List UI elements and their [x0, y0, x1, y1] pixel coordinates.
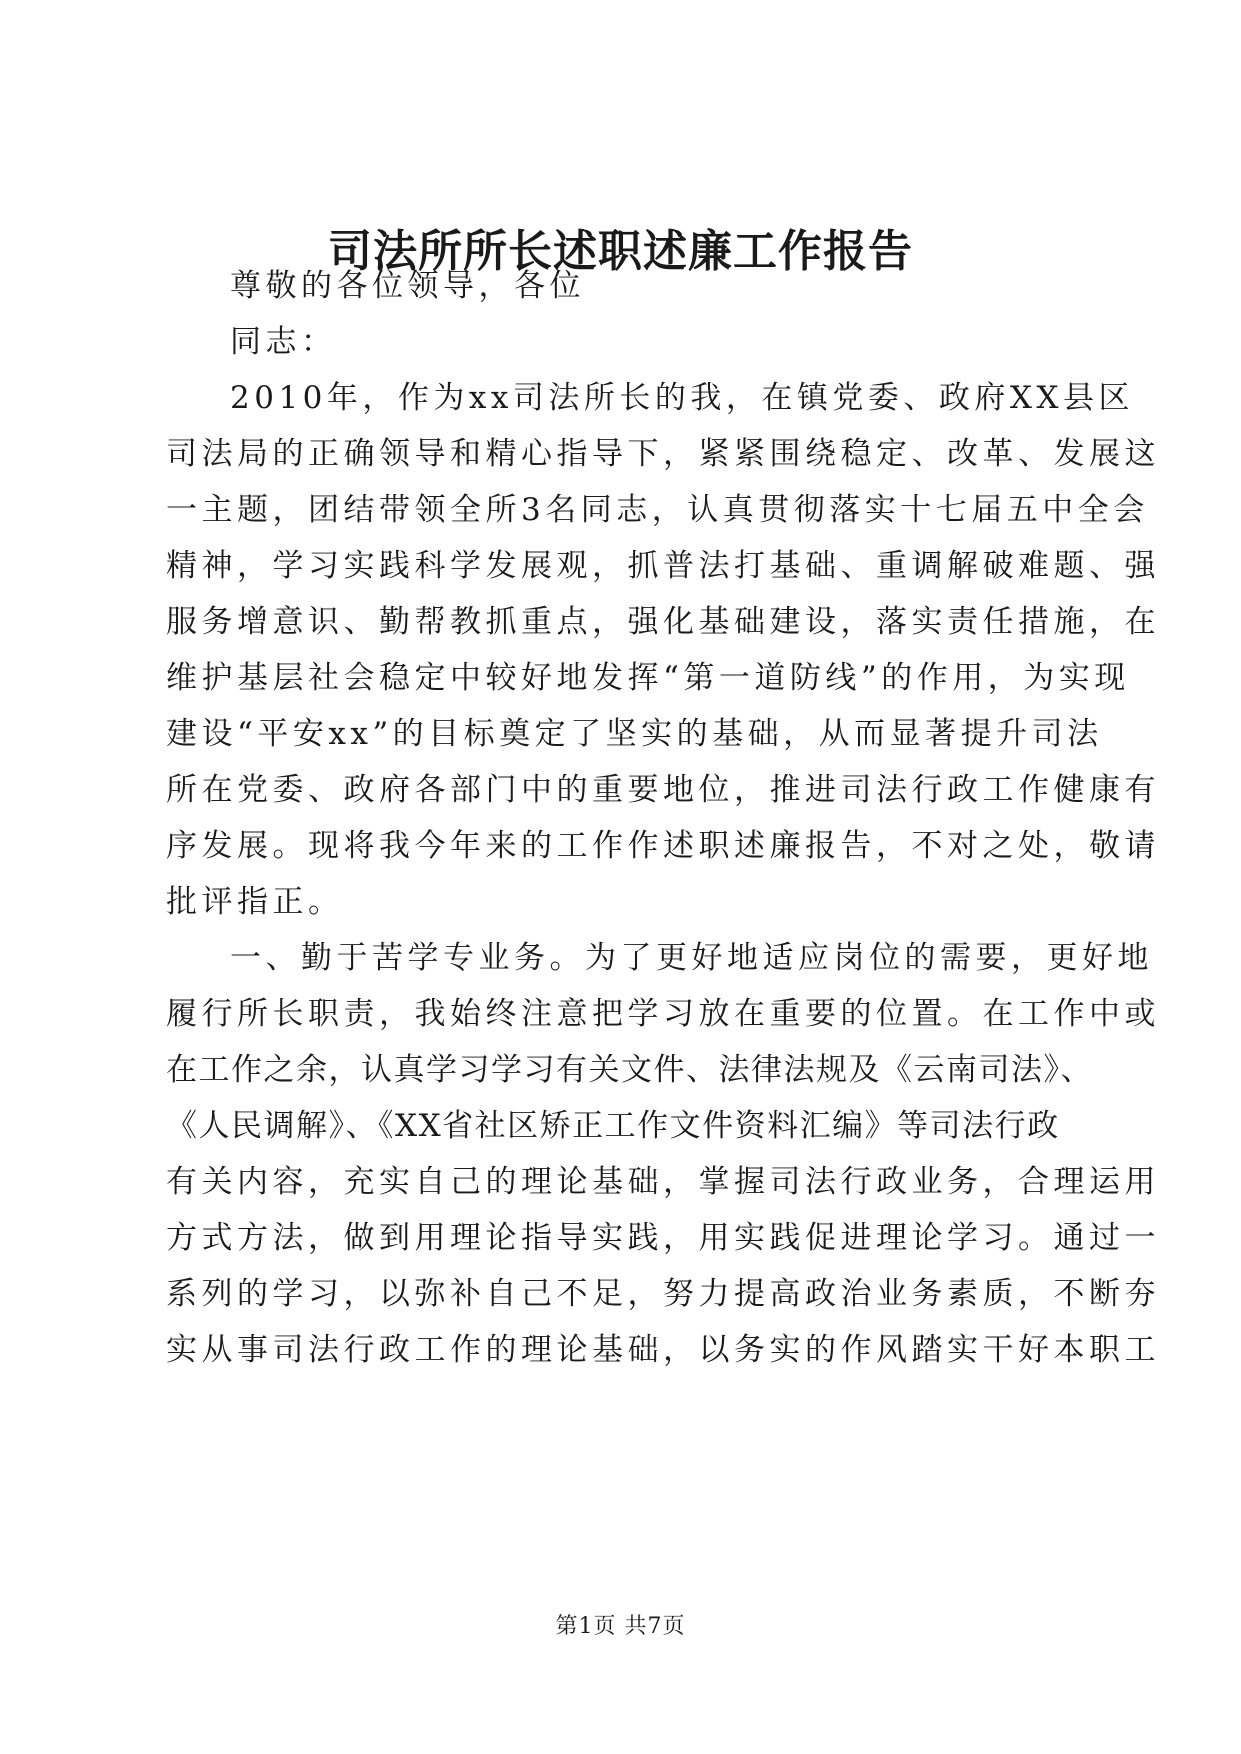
- salutation-line-2: 同志：: [230, 324, 337, 360]
- body-line: 系列的学习，以弥补自己不足，努力提高政治业务素质，不断夯: [166, 1276, 1160, 1312]
- document-title: 司法所所长述职述廉工作报告: [328, 226, 913, 277]
- body-line: 所在党委、政府各部门中的重要地位，推进司法行政工作健康有: [166, 772, 1160, 808]
- body-line: 2010年，作为xx司法所长的我，在镇党委、政府XX县区: [230, 380, 1134, 416]
- body-line: 司法局的正确领导和精心指导下，紧紧围绕稳定、改革、发展这: [166, 436, 1160, 472]
- body-line: 方式方法，做到用理论指导实践，用实践促进理论学习。通过一: [166, 1220, 1160, 1256]
- body-line: 服务增意识、勤帮教抓重点，强化基础建设，落实责任措施，在: [166, 604, 1160, 640]
- body-line: 建设“平安xx”的目标奠定了坚实的基础，从而显著提升司法: [166, 716, 1103, 752]
- body-line: 序发展。现将我今年来的工作作述职述廉报告，不对之处，敬请: [166, 828, 1160, 864]
- page-footer: 第1页 共7页: [555, 1614, 686, 1639]
- body-line: 有关内容，充实自己的理论基础，掌握司法行政业务，合理运用: [166, 1164, 1160, 1200]
- body-line: 一、勤于苦学专业务。为了更好地适应岗位的需要，更好地: [230, 940, 1153, 976]
- body-line: 履行所长职责，我始终注意把学习放在重要的位置。在工作中或: [166, 996, 1160, 1032]
- body-line: 在工作之余，认真学习学习有关文件、法律法规及《云南司法》、: [166, 1052, 1093, 1088]
- body-line: 《人民调解》、《XX省社区矫正工作文件资料汇编》等司法行政: [166, 1108, 1060, 1144]
- body-line: 批评指正。: [166, 884, 344, 920]
- body-line: 维护基层社会稳定中较好地发挥“第一道防线”的作用，为实现: [166, 660, 1130, 696]
- body-line: 一主题，团结带领全所3名同志，认真贯彻落实十七届五中全会: [166, 492, 1149, 528]
- body-line: 实从事司法行政工作的理论基础，以务实的作风踏实干好本职工: [166, 1332, 1160, 1368]
- salutation-line-1: 尊敬的各位领导，各位: [230, 268, 585, 304]
- body-line: 精神，学习实践科学发展观，抓普法打基础、重调解破难题、强: [166, 548, 1160, 584]
